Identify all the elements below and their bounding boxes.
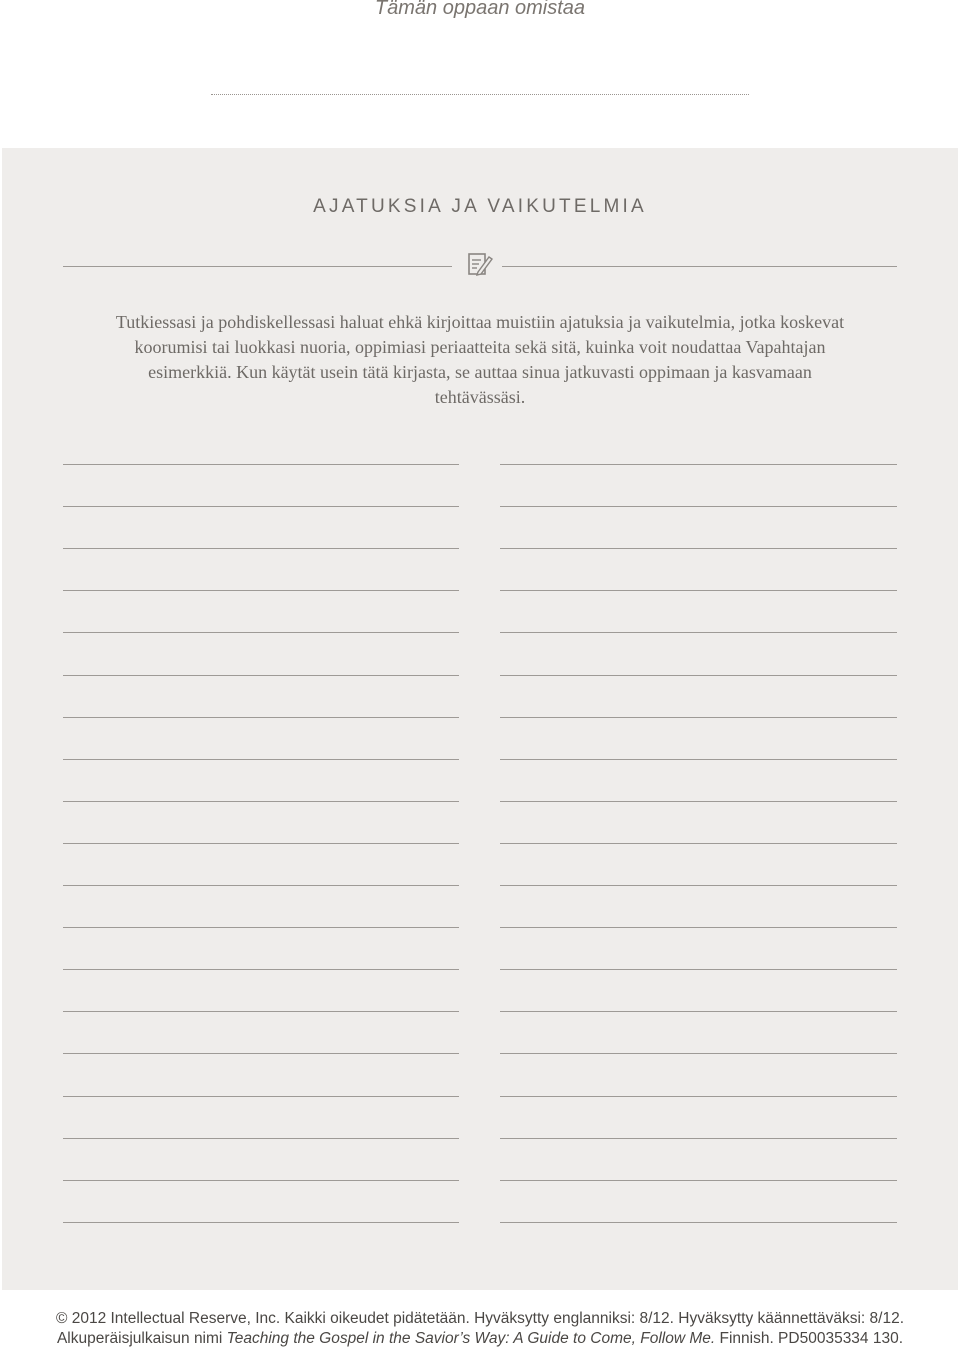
writing-line-left[interactable] [63,927,459,928]
writing-line-left[interactable] [63,1053,459,1054]
writing-line-left[interactable] [63,548,459,549]
writing-line-right[interactable] [500,969,897,970]
writing-line-left[interactable] [63,801,459,802]
writing-line-left[interactable] [63,717,459,718]
owner-label: Tämän oppaan omistaa [374,0,586,19]
writing-line-right[interactable] [500,1096,897,1097]
writing-line-right[interactable] [500,1222,897,1223]
writing-line-left[interactable] [63,464,459,465]
writing-line-right[interactable] [500,1011,897,1012]
section-title: AJATUKSIA JA VAIKUTELMIA [313,196,647,217]
writing-line-left[interactable] [63,675,459,676]
writing-line-right[interactable] [500,759,897,760]
writing-line-left[interactable] [63,885,459,886]
original-title-line [0,1330,960,1348]
writing-line-left[interactable] [63,632,459,633]
copyright-line: © 2012 Intellectual Reserve, Inc. Kaikki oikeudet pidätetään. Hyväksytty englanniksi: 8/12. Hyväksytty käännettäväksi: 8/12. [55,1310,904,1327]
writing-line-right[interactable] [500,1138,897,1139]
writing-line-right[interactable] [500,548,897,549]
original-title: Teaching the Gospel in the Savior’s Way: A Guide to Come, Follow Me. [226,1330,716,1347]
writing-line-left[interactable] [63,1011,459,1012]
writing-line-left[interactable] [63,969,459,970]
original-title-prefix: Alkuperäisjulkaisun nimi [56,1330,227,1347]
owner-signature-line[interactable] [211,94,749,95]
writing-line-right[interactable] [500,1053,897,1054]
writing-line-left[interactable] [63,506,459,507]
notes-panel [2,148,958,1290]
writing-line-right[interactable] [500,464,897,465]
writing-line-right[interactable] [500,717,897,718]
title-rule-right [502,266,897,267]
original-title-suffix: Finnish. PD50035334 130. [715,1330,904,1347]
writing-line-left[interactable] [63,1180,459,1181]
intro-text: Tutkiessasi ja pohdiskellessasi haluat ehkä kirjoittaa muistiin ajatuksia ja vaikutelmia, jotka koskevat koorumisi tai luokkasi nuoria, oppimiasi periaatteita sekä sitä, kuinka voit noudattaa Vapahtajan esimerkkiä. Kun käytät usein tätä kirjasta, se auttaa sinua jatkuvasti oppimaan ja kasvamaan tehtävässäsi. [115,312,845,407]
writing-line-right[interactable] [500,927,897,928]
writing-line-left[interactable] [63,1096,459,1097]
pencil-paper-icon [467,251,493,277]
writing-line-left[interactable] [63,1222,459,1223]
writing-line-right[interactable] [500,885,897,886]
writing-line-left[interactable] [63,1138,459,1139]
writing-line-right[interactable] [500,506,897,507]
writing-line-left[interactable] [63,759,459,760]
writing-line-right[interactable] [500,843,897,844]
writing-line-left[interactable] [63,590,459,591]
writing-line-right[interactable] [500,1180,897,1181]
writing-line-right[interactable] [500,590,897,591]
writing-line-right[interactable] [500,632,897,633]
writing-line-right[interactable] [500,675,897,676]
writing-line-right[interactable] [500,801,897,802]
title-rule-left [63,266,452,267]
writing-line-left[interactable] [63,843,459,844]
